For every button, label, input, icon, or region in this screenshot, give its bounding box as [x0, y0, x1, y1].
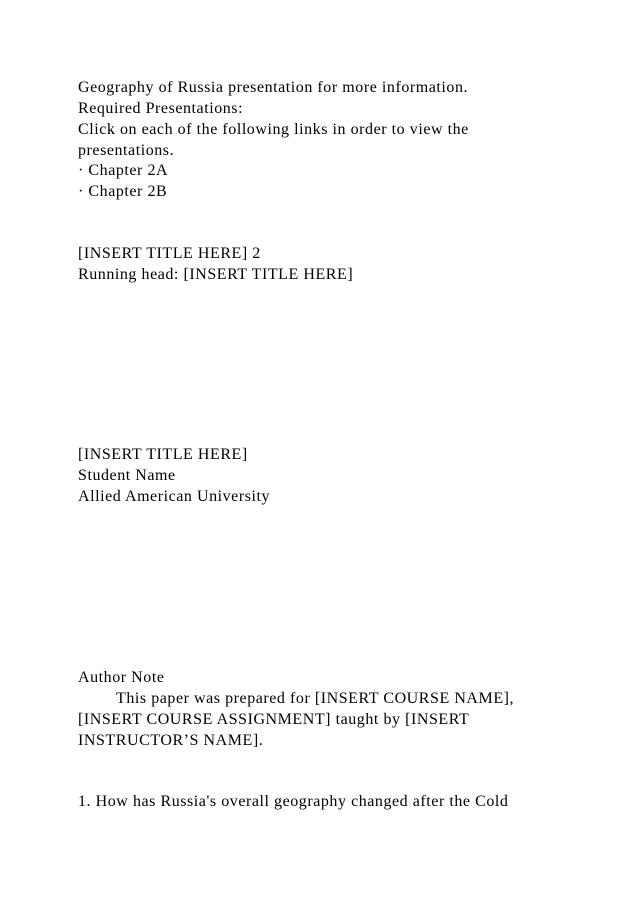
instruction-line-continued: presentations.: [78, 142, 175, 159]
presentation-link-chapter-2a[interactable]: · Chapter 2A: [78, 162, 169, 179]
page-header-title: [INSERT TITLE HERE] 2: [78, 245, 261, 262]
instruction-line: Click on each of the following links in order to view the: [78, 121, 469, 138]
running-head: Running head: [INSERT TITLE HERE]: [78, 266, 354, 283]
university-name: Allied American University: [78, 488, 271, 505]
author-note-line-1: This paper was prepared for [INSERT COURSE NAME],: [116, 690, 515, 707]
author-note-heading: Author Note: [78, 669, 165, 686]
student-name: Student Name: [78, 467, 176, 484]
author-note-line-3: INSTRUCTOR’S NAME].: [78, 732, 264, 749]
required-presentations-heading: Required Presentations:: [78, 100, 244, 117]
intro-line: Geography of Russia presentation for more information.: [78, 79, 469, 96]
question-1: 1. How has Russia's overall geography changed after the Cold: [78, 793, 509, 810]
presentation-link-chapter-2b[interactable]: · Chapter 2B: [78, 183, 168, 200]
author-note-line-2: [INSERT COURSE ASSIGNMENT] taught by [INSERT: [78, 711, 470, 728]
paper-title: [INSERT TITLE HERE]: [78, 446, 248, 463]
